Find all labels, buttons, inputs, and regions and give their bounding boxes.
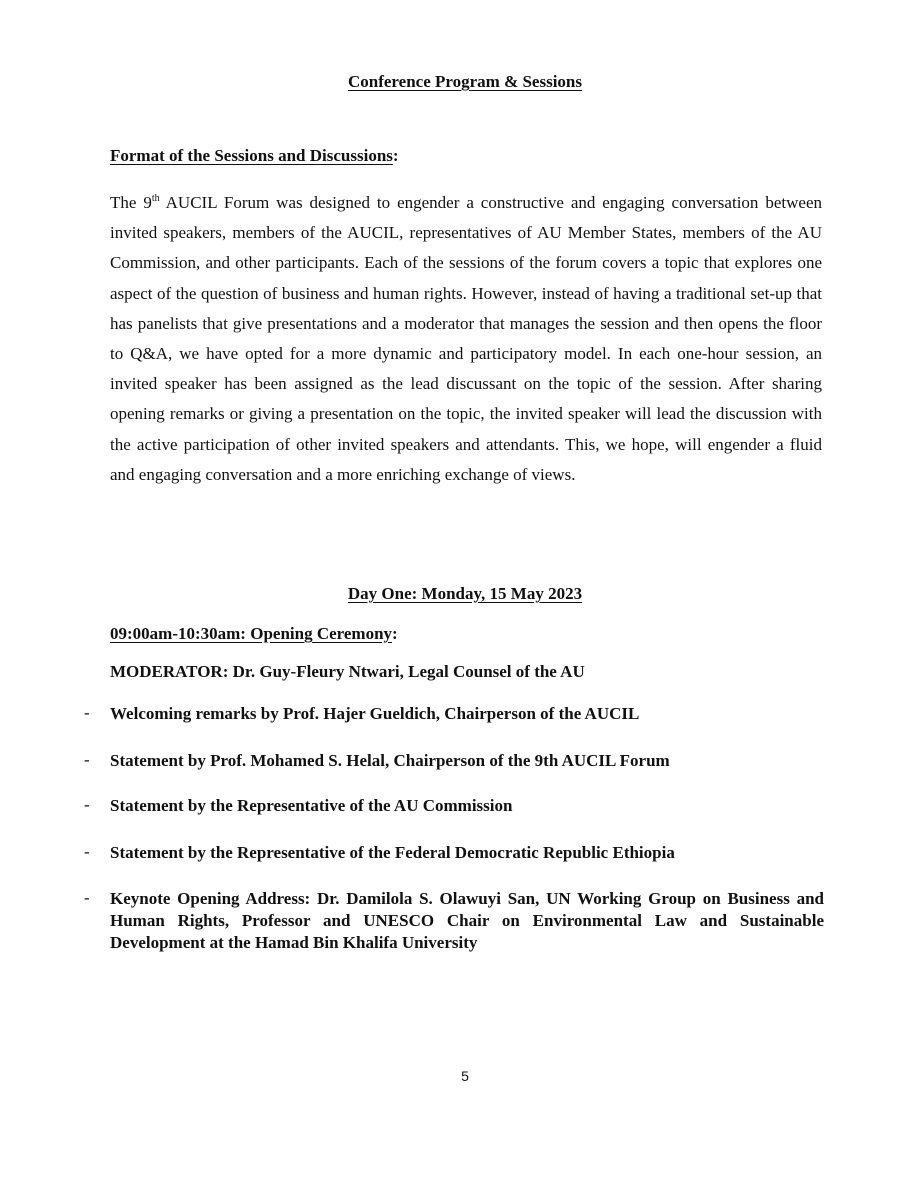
format-heading-text: Format of the Sessions and Discussions	[110, 146, 393, 165]
bullet-dash: -	[84, 795, 90, 814]
paragraph-rest: AUCIL Forum was designed to engender a constructive and engaging conversation between invited speakers, members of the AUCIL, representatives of AU Member States, members of the AU Commission, and other participants. Each of the sessions of the forum covers a topic that explores one aspect of the question of business and human rights. However, instead of having a traditional set-up that has panelists that give presentations and a moderator that manages the session and then opens the floor to Q&A, we have opted for a more dynamic and participatory model. In each one-hour session, an invited speaker has been assigned as the lead discussant on the topic of the session. After sharing opening remarks or giving a presentation on the topic, the invited speaker will lead the discussion with the active participation of other invited speakers and attendants. This, we hope, will engender a fluid and engaging conversation and a more enriching exchange of views.	[110, 193, 822, 484]
list-item-text: Statement by Prof. Mohamed S. Helal, Chairperson of the 9th AUCIL Forum	[110, 751, 670, 770]
ordinal-superscript: th	[151, 193, 160, 204]
day-one-heading: Day One: Monday, 15 May 2023	[347, 584, 583, 603]
bullet-dash: -	[84, 888, 90, 907]
list-item-text: Statement by the Representative of the Federal Democratic Republic Ethiopia	[110, 843, 675, 862]
format-section-heading	[110, 146, 399, 166]
list-item	[84, 703, 824, 725]
document-title: Conference Program & Sessions	[347, 72, 583, 91]
moderator-line: MODERATOR: Dr. Guy-Fleury Ntwari, Legal Counsel of the AU	[110, 662, 585, 681]
bullet-dash: -	[84, 703, 90, 722]
list-item	[84, 842, 824, 864]
format-paragraph	[110, 188, 822, 490]
page-number: 5	[461, 1068, 469, 1084]
bullet-dash: -	[84, 750, 90, 769]
paragraph-start: The 9	[110, 193, 152, 212]
session-heading	[110, 624, 398, 644]
list-item	[84, 795, 824, 817]
list-item	[84, 888, 824, 954]
format-heading-colon: :	[392, 146, 399, 165]
list-item-text: Keynote Opening Address: Dr. Damilola S. Olawuyi San, UN Working Group on Business and Human Rights, Professor and UNESCO Chair on Environmental Law and Sustainable Development at the Hamad Bin Khalifa University	[110, 889, 824, 952]
list-item-text: Welcoming remarks by Prof. Hajer Gueldich, Chairperson of the AUCIL	[110, 704, 640, 723]
bullet-dash: -	[84, 842, 90, 861]
session-heading-colon: :	[392, 624, 398, 643]
session-heading-text: 09:00am-10:30am: Opening Ceremony	[110, 624, 393, 643]
list-item-text: Statement by the Representative of the AU Commission	[110, 796, 513, 815]
list-item	[84, 750, 824, 772]
